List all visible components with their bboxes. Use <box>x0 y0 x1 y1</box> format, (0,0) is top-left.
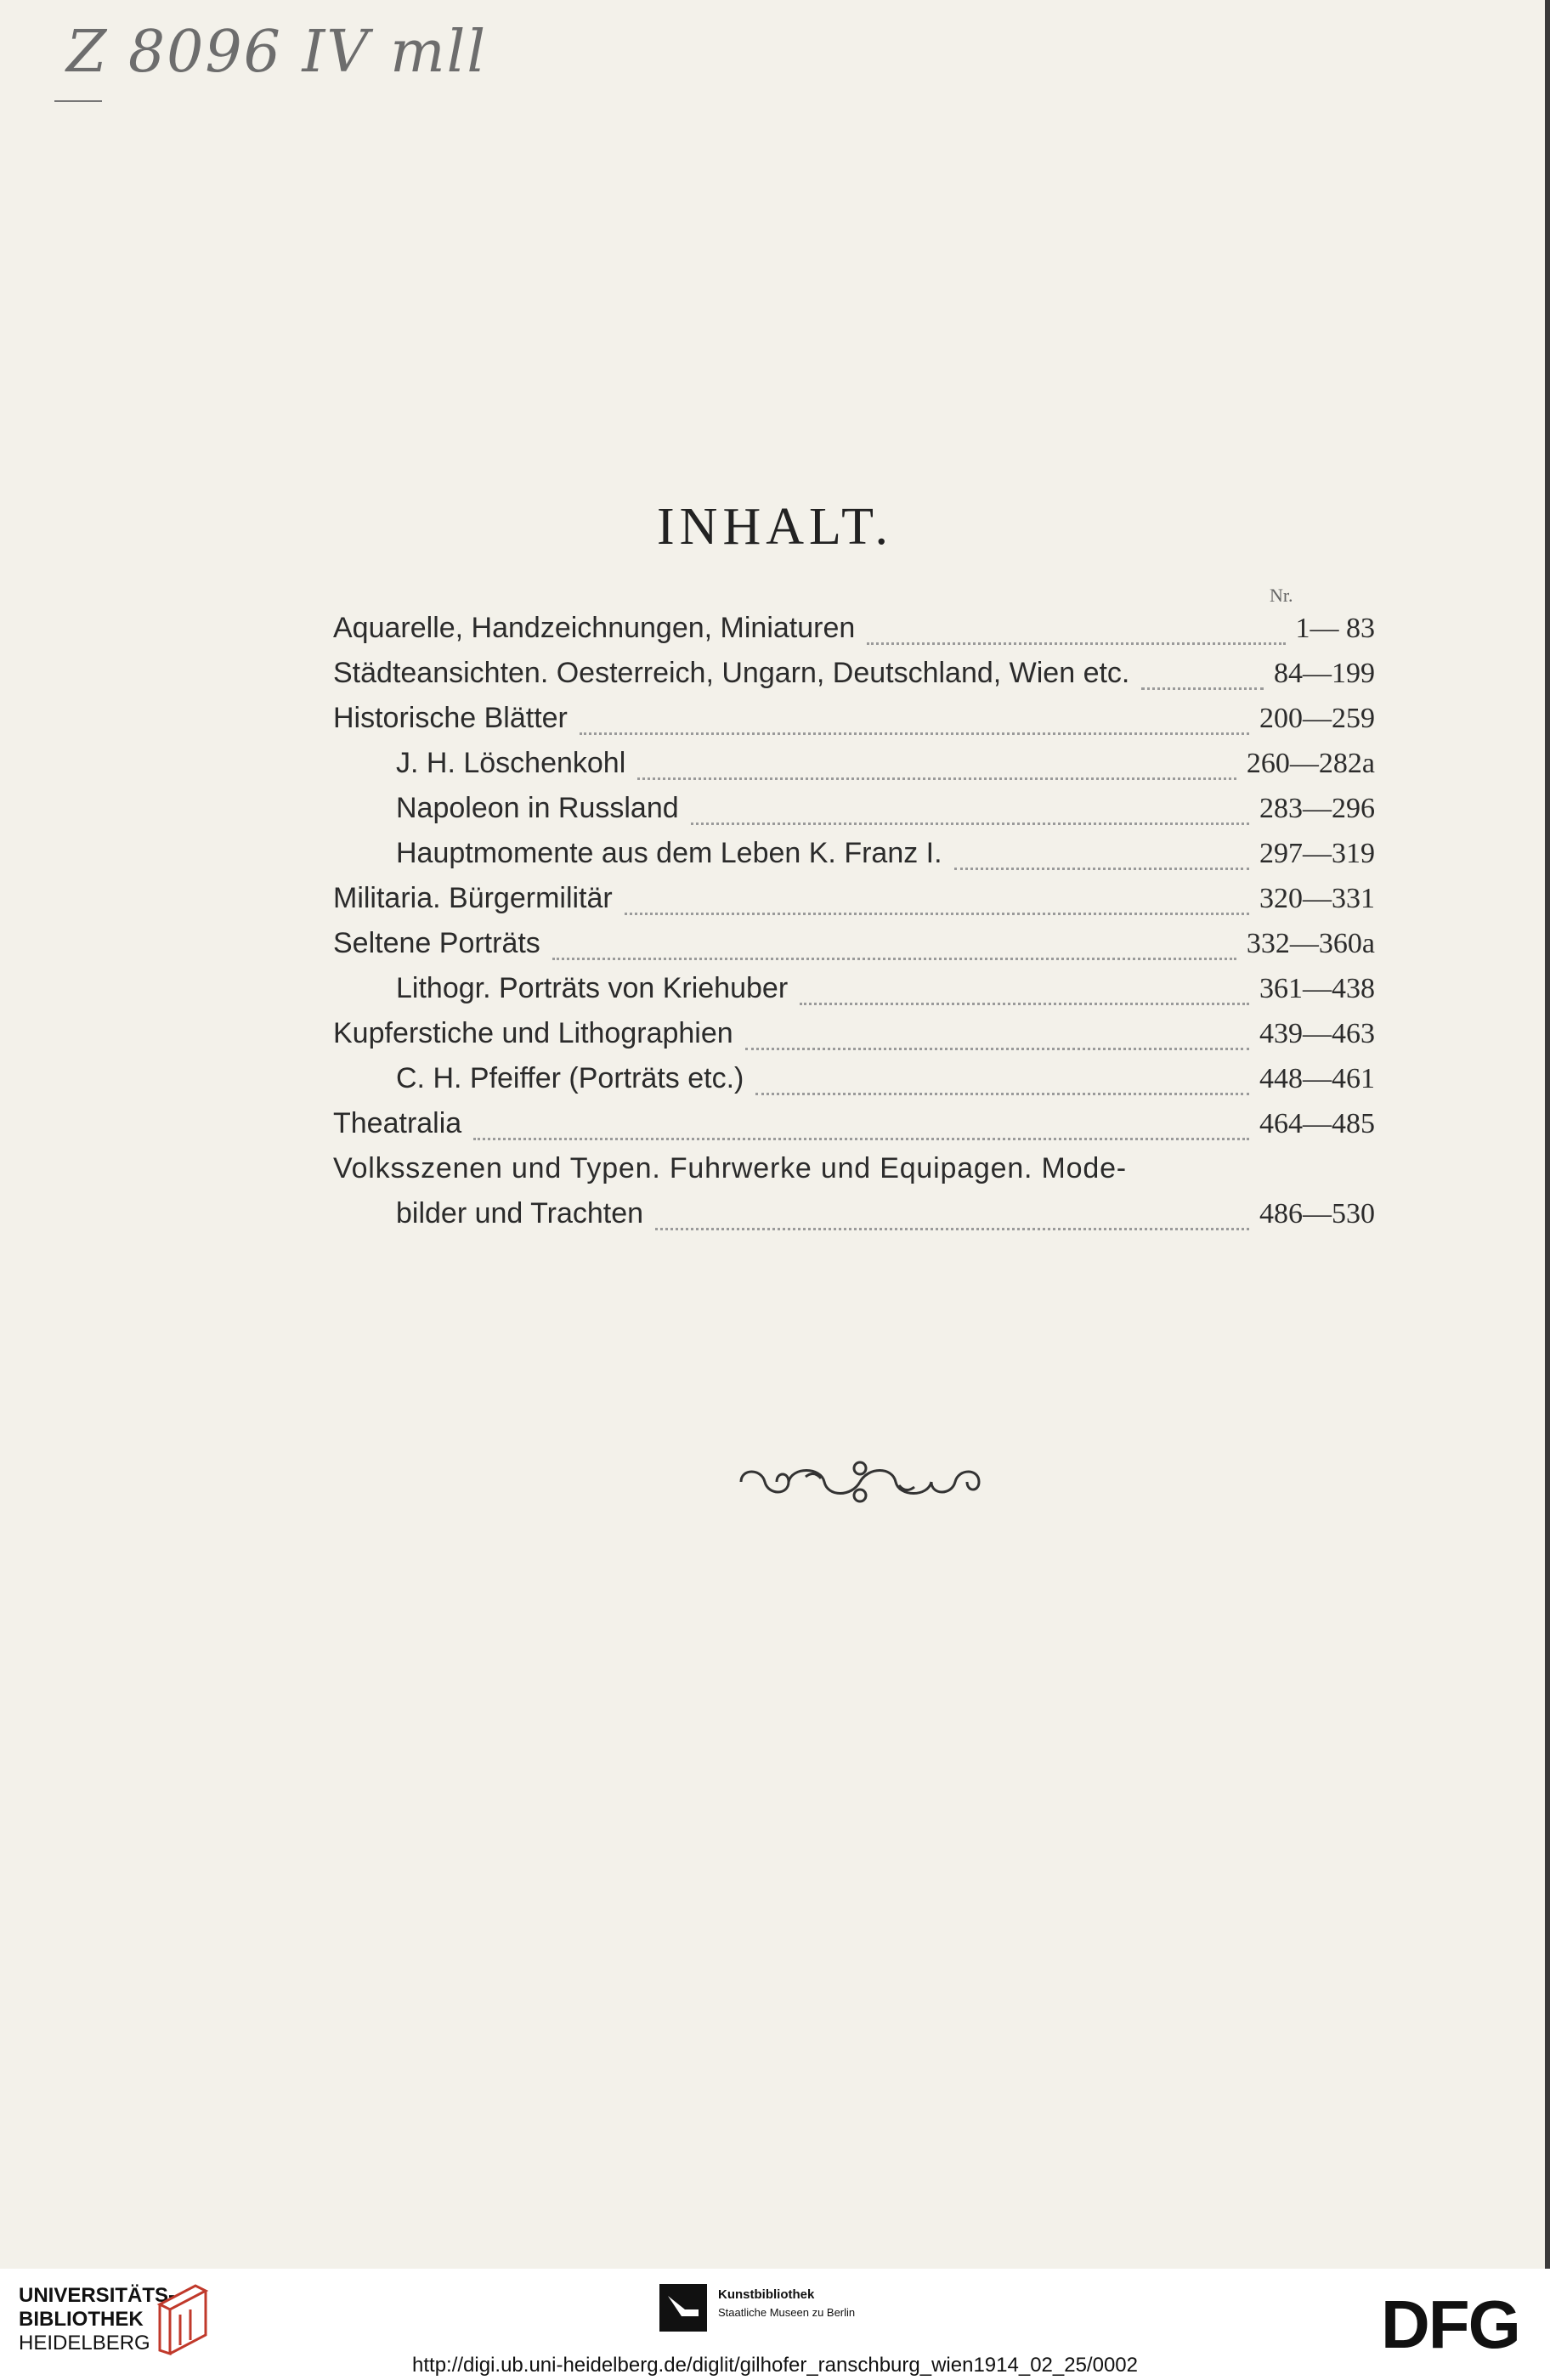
kunstbibliothek-name: Kunstbibliothek <box>718 2287 815 2302</box>
toc-entry-range: 320—331 <box>1259 883 1375 914</box>
dot-leader <box>1141 687 1264 690</box>
toc-entry-range: 84—199 <box>1274 658 1375 689</box>
dot-leader <box>745 1048 1249 1050</box>
toc-entry <box>333 1107 1375 1155</box>
toc-entry <box>333 702 1375 749</box>
kunstbibliothek-subtitle: Staatliche Museen zu Berlin <box>718 2306 856 2319</box>
dot-leader <box>625 913 1249 915</box>
toc-entry <box>333 792 1375 840</box>
toc-entry-range: 486—530 <box>1259 1198 1375 1230</box>
toc-entry-label: Aquarelle, Handzeichnungen, Miniaturen <box>333 612 856 644</box>
toc-entry-label: Militaria. Bürgermilitär <box>333 882 613 914</box>
toc-entry <box>333 1062 1375 1110</box>
toc-entry-range: 260—282a <box>1246 748 1375 779</box>
toc-entry-label: Napoleon in Russland <box>396 792 679 824</box>
kunstbibliothek-logo-icon <box>659 2284 707 2332</box>
digitization-footer <box>0 2269 1550 2380</box>
toc-entry-range: 200—259 <box>1259 703 1375 734</box>
toc-entry-label: J. H. Löschenkohl <box>396 747 626 779</box>
page-edge <box>1545 0 1550 2269</box>
shelfmark-underline <box>54 100 102 102</box>
dot-leader <box>867 642 1285 645</box>
ub-line-2: BIBLIOTHEK <box>19 2308 144 2331</box>
toc-entry <box>333 1197 1375 1245</box>
toc-entry <box>333 927 1375 975</box>
dot-leader <box>691 823 1249 825</box>
toc-entry-label: Volksszenen und Typen. Fuhrwerke und Equipagen. Mode- <box>333 1152 1127 1184</box>
toc-entry-label: C. H. Pfeiffer (Porträts etc.) <box>396 1062 744 1094</box>
toc-entry <box>333 1017 1375 1065</box>
toc-entry-range: 464—485 <box>1259 1108 1375 1139</box>
ub-line-1: UNIVERSITÄTS- <box>19 2284 176 2307</box>
toc-entry-range: 448—461 <box>1259 1063 1375 1094</box>
toc-entry <box>333 837 1375 885</box>
toc-entry-range: 439—463 <box>1259 1018 1375 1049</box>
toc-entry-label: Lithogr. Porträts von Kriehuber <box>396 972 789 1004</box>
handwritten-shelfmark: Z 8096 IV mll <box>66 19 488 86</box>
dot-leader <box>954 868 1249 870</box>
toc-entry <box>333 657 1375 704</box>
toc-entry-label: Historische Blätter <box>333 702 568 734</box>
toc-entry-label: Seltene Porträts <box>333 927 540 959</box>
toc-entry <box>333 882 1375 930</box>
toc-entry <box>333 972 1375 1020</box>
university-library-logo <box>19 2284 175 2355</box>
ub-emblem-icon <box>153 2279 212 2355</box>
toc-entry <box>333 747 1375 794</box>
toc-entry-range: 283—296 <box>1259 793 1375 824</box>
toc-entry-range: 361—438 <box>1259 973 1375 1004</box>
toc-entry-label: bilder und Trachten <box>396 1197 644 1230</box>
toc-entry-label: Kupferstiche und Lithographien <box>333 1017 733 1049</box>
toc-entry <box>333 612 1375 659</box>
number-column-label: Nr. <box>1270 585 1293 606</box>
dot-leader <box>580 732 1249 735</box>
permalink-url[interactable]: http://digi.ub.uni-heidelberg.de/diglit/gilhofer_ranschburg_wien1914_02_25/0002 <box>412 2354 1138 2377</box>
ub-line-3: HEIDELBERG <box>19 2332 150 2355</box>
dot-leader <box>800 1003 1249 1005</box>
dfg-logo: DFG <box>1381 2287 1519 2362</box>
toc-entry-label: Hauptmomente aus dem Leben K. Franz I. <box>396 837 942 869</box>
toc-entry-label: Städteansichten. Oesterreich, Ungarn, Deutschland, Wien etc. <box>333 657 1130 689</box>
dot-leader <box>473 1138 1249 1140</box>
decorative-ornament <box>733 1458 987 1506</box>
toc-entry-range: 297—319 <box>1259 838 1375 869</box>
toc-entry <box>333 1152 1375 1193</box>
toc-entry-range: 332—360a <box>1246 928 1375 959</box>
toc-entry-label: Theatralia <box>333 1107 462 1139</box>
dot-leader <box>637 777 1236 780</box>
dot-leader <box>552 958 1236 960</box>
page-title: INHALT. <box>657 498 893 556</box>
toc-entry-range: 1— 83 <box>1295 613 1375 644</box>
dot-leader <box>655 1228 1249 1230</box>
dot-leader <box>755 1093 1249 1095</box>
